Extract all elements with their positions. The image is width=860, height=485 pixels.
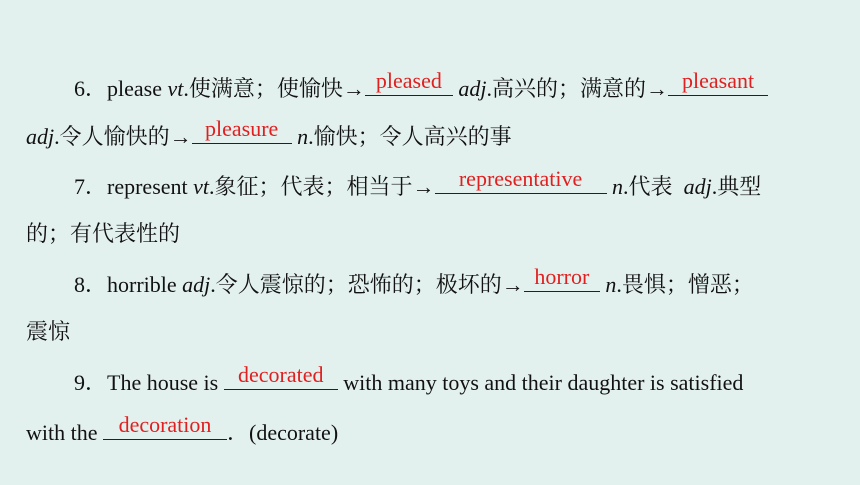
meaning: .使满意；使愉快→ xyxy=(183,76,365,101)
part-of-speech: n xyxy=(612,174,624,199)
answer-text: representative xyxy=(458,166,583,191)
meaning: .畏惧；憎恶； xyxy=(616,272,754,297)
answer-text: horror xyxy=(534,264,590,289)
item-6-line-2 xyxy=(26,116,836,156)
item-number: 9． xyxy=(74,370,108,395)
answer-blank xyxy=(192,116,292,144)
sentence-text: with many toys and their daughter is satisfied xyxy=(337,370,744,395)
meaning: .高兴的；满意的→ xyxy=(486,76,669,101)
meaning: .象征；代表；相当于→ xyxy=(209,174,435,199)
answer-blank xyxy=(103,412,227,440)
sentence-text: ．(decorate) xyxy=(227,420,339,445)
answer-blank xyxy=(435,166,607,194)
answer-text: pleasant xyxy=(681,68,755,93)
answer-blank xyxy=(668,68,768,96)
meaning-continued: 的；有代表性的 xyxy=(26,221,181,246)
part-of-speech: adj xyxy=(182,272,211,297)
answer-blank xyxy=(224,362,338,390)
item-6-line-1 xyxy=(74,68,836,108)
item-number: 6． xyxy=(74,76,108,101)
answer-text: pleased xyxy=(375,68,442,93)
part-of-speech: n xyxy=(605,272,617,297)
item-8-line-2 xyxy=(26,312,836,352)
meaning: .愉快；令人高兴的事 xyxy=(308,124,512,149)
part-of-speech: adj xyxy=(683,174,712,199)
headword: represent xyxy=(107,174,194,199)
part-of-speech: adj xyxy=(26,124,55,149)
meaning: .典型 xyxy=(711,174,762,199)
answer-text: pleasure xyxy=(204,116,279,141)
headword: horrible xyxy=(107,272,183,297)
answer-text: decorated xyxy=(237,362,324,387)
item-number: 7． xyxy=(74,174,108,199)
answer-blank xyxy=(365,68,453,96)
item-number: 8． xyxy=(74,272,108,297)
meaning-continued: 震惊 xyxy=(26,319,71,344)
part-of-speech: adj xyxy=(458,76,487,101)
headword: please xyxy=(107,76,168,101)
answer-blank xyxy=(524,264,600,292)
item-8-line-1 xyxy=(74,264,836,304)
item-9-line-1 xyxy=(74,362,836,402)
part-of-speech: n xyxy=(297,124,309,149)
meaning: .令人震惊的；恐怖的；极坏的→ xyxy=(210,272,524,297)
item-7-line-1 xyxy=(74,166,836,206)
part-of-speech: vt xyxy=(193,174,210,199)
meaning: .代表 xyxy=(623,174,684,199)
item-7-line-2 xyxy=(26,214,836,254)
item-9-line-2 xyxy=(26,412,836,452)
sentence-text: with the xyxy=(26,420,103,445)
part-of-speech: vt xyxy=(167,76,184,101)
sentence-text: The house is xyxy=(107,370,224,395)
meaning: .令人愉快的→ xyxy=(54,124,192,149)
answer-text: decoration xyxy=(118,412,212,437)
